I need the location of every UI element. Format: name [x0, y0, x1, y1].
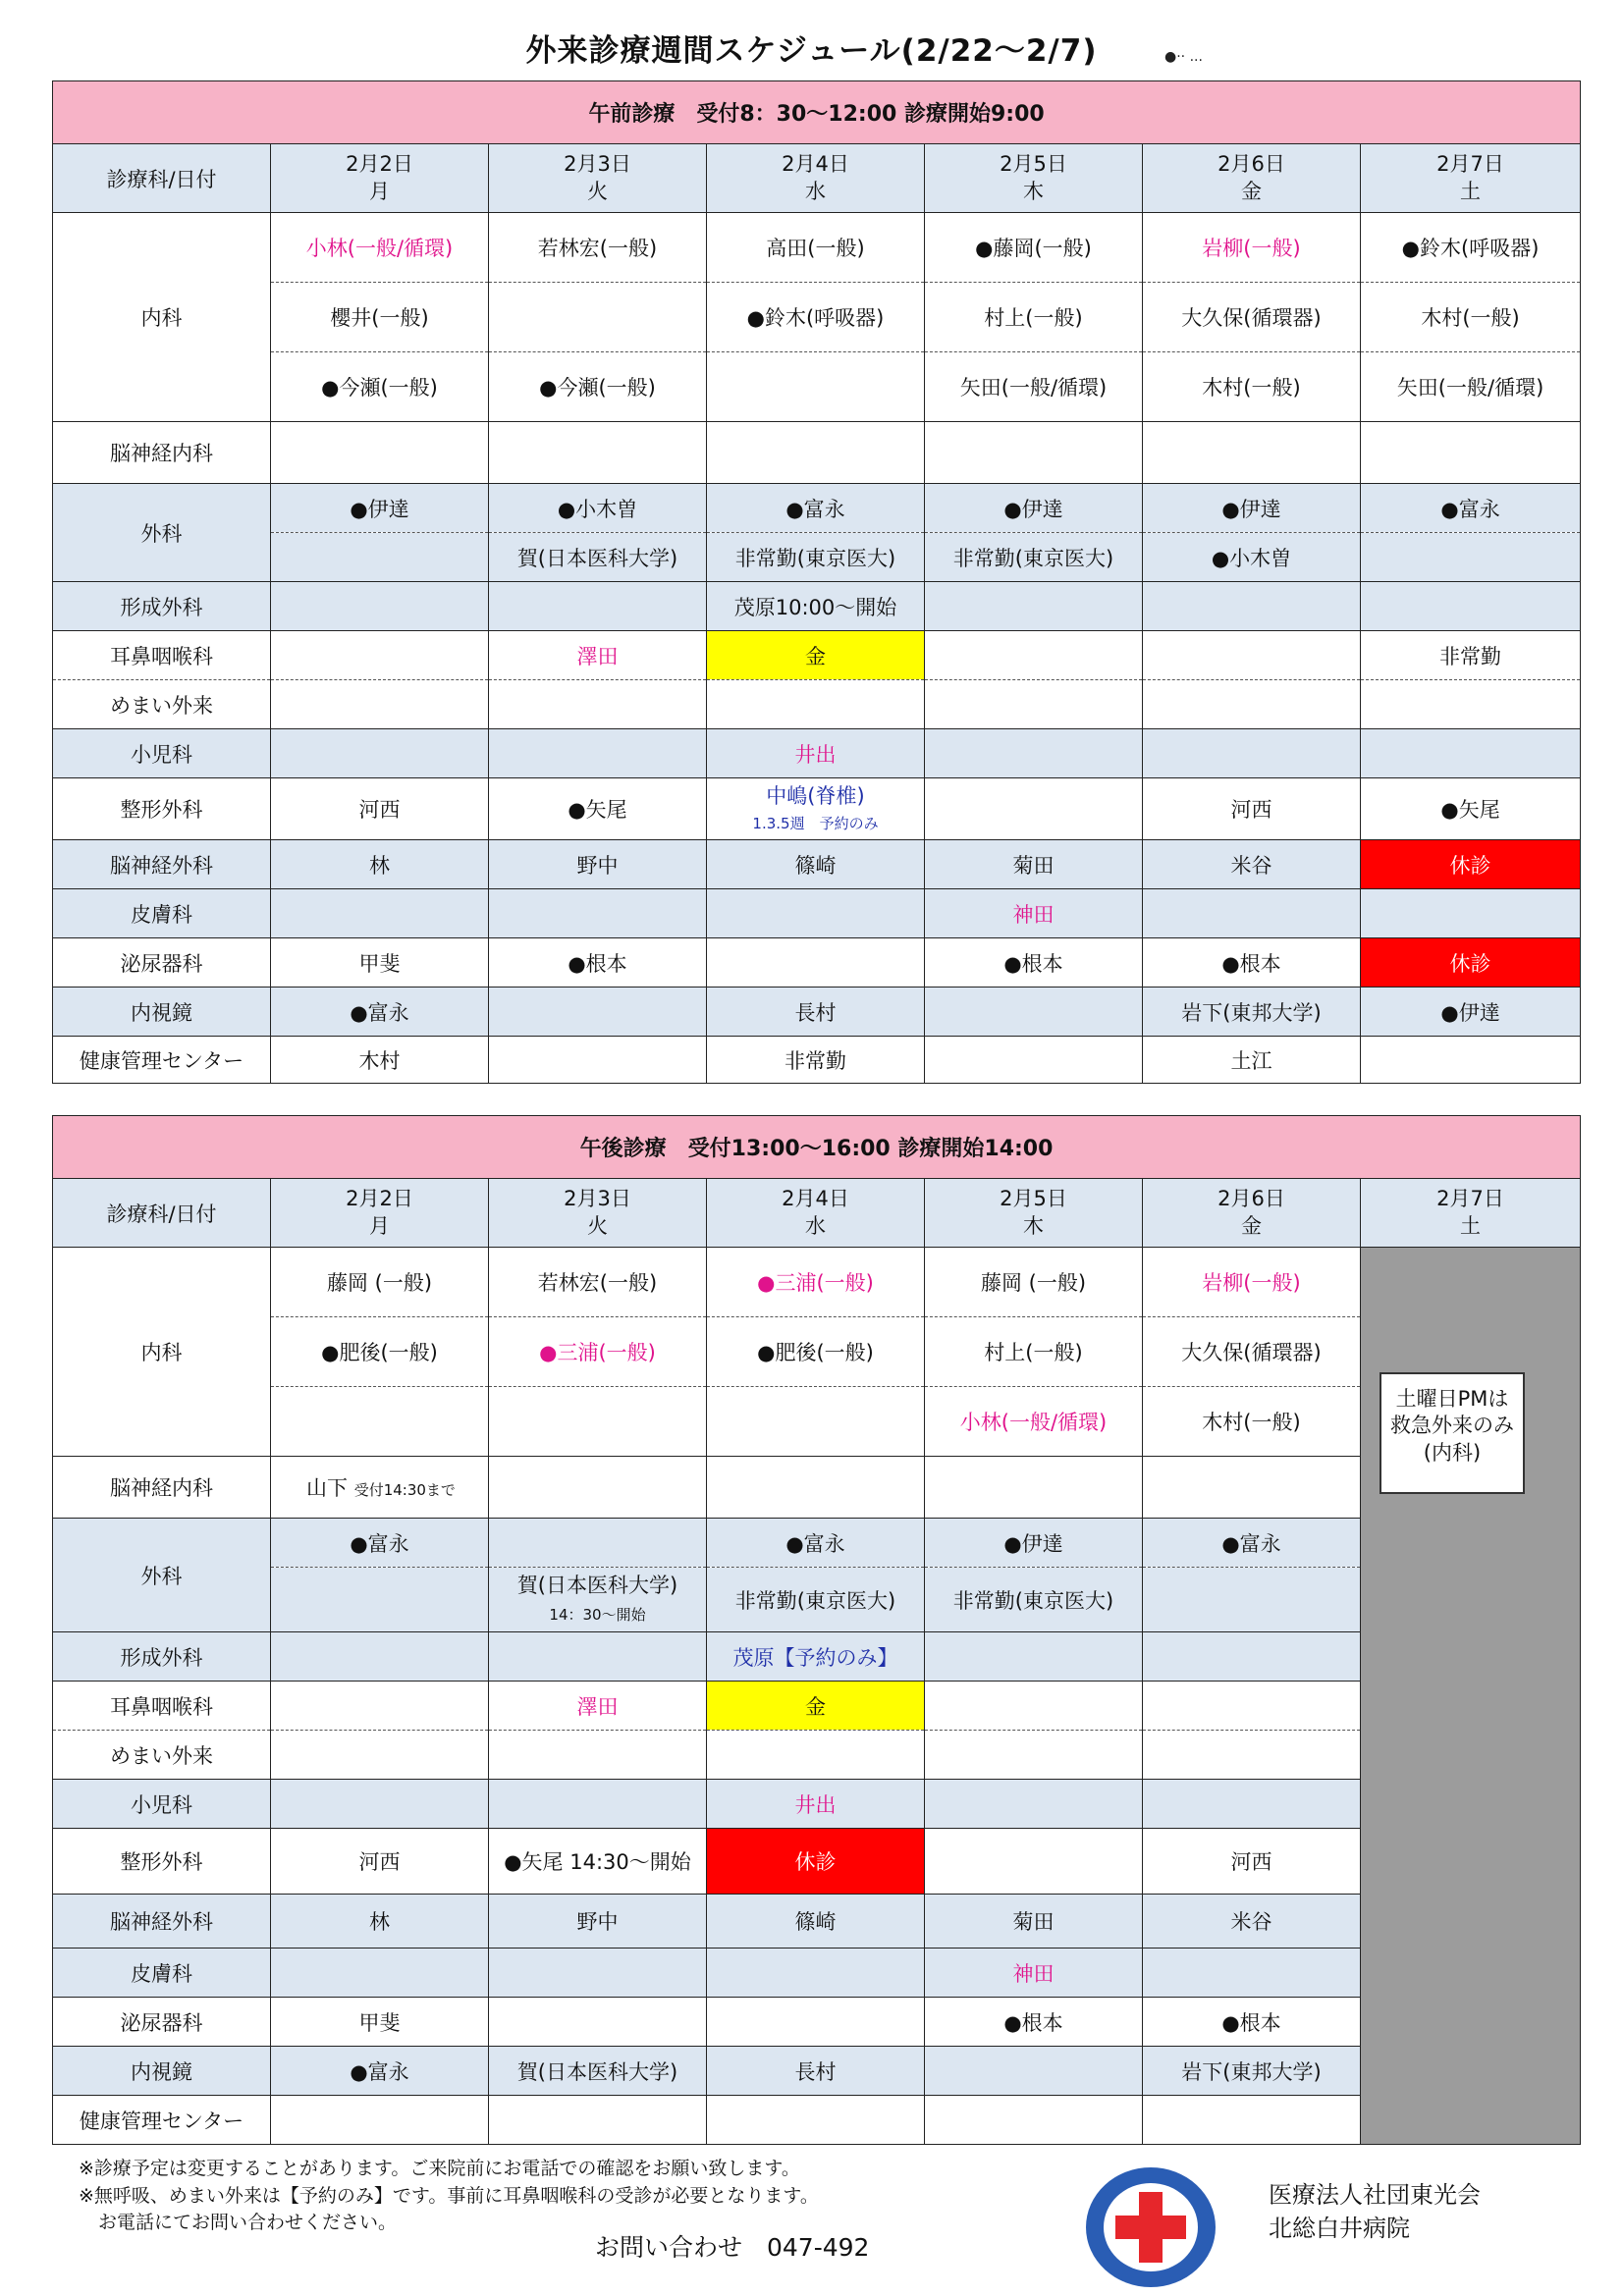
schedule-cell: 若林宏(一般): [489, 1248, 707, 1317]
dept-label: 形成外科: [53, 1632, 271, 1682]
dept-label: 内視鏡: [53, 988, 271, 1037]
schedule-cell: [1361, 533, 1581, 582]
schedule-cell: [1143, 582, 1361, 631]
schedule-cell: [1143, 1457, 1361, 1519]
schedule-cell: ●伊達: [925, 484, 1143, 533]
schedule-cell: [271, 889, 489, 938]
schedule-cell: 林: [271, 1895, 489, 1949]
schedule-cell: ●小木曽: [489, 484, 707, 533]
red-cross-logo-icon: [1083, 2164, 1218, 2290]
schedule-cell: [925, 1037, 1143, 1084]
schedule-cell: [925, 582, 1143, 631]
schedule-cell: [707, 1731, 925, 1780]
schedule-cell: [489, 283, 707, 352]
schedule-cell: [925, 1731, 1143, 1780]
schedule-cell: ●伊達: [1143, 484, 1361, 533]
schedule-cell: 高田(一般): [707, 213, 925, 283]
am-day-header: 2月7日 土: [1361, 144, 1581, 213]
schedule-cell: 大久保(循環器): [1143, 283, 1361, 352]
schedule-cell: 木村: [271, 1037, 489, 1084]
dept-label: 皮膚科: [53, 889, 271, 938]
closed-cell: 休診: [707, 1829, 925, 1895]
schedule-cell-main: 賀(日本医科大学): [516, 1574, 678, 1598]
dept-label: 脳神経内科: [53, 1457, 271, 1519]
dept-label: 小児科: [53, 729, 271, 778]
schedule-cell: ●三浦(一般): [489, 1317, 707, 1387]
schedule-cell-note: 14：30～開始: [549, 1605, 646, 1624]
schedule-cell: [925, 2096, 1143, 2145]
schedule-cell: 矢田(一般/循環): [925, 352, 1143, 422]
schedule-cell: ●今瀬(一般): [271, 352, 489, 422]
pm-section-header: 午後診療 受付13:00～16:00 診療開始14:00: [53, 1116, 1581, 1179]
schedule-cell: [707, 422, 925, 484]
schedule-cell: [271, 1387, 489, 1457]
schedule-cell: [707, 680, 925, 729]
dept-label: 内視鏡: [53, 2047, 271, 2096]
am-day-header: 2月2日 月: [271, 144, 489, 213]
schedule-cell: ●矢尾 14:30～開始: [489, 1829, 707, 1895]
schedule-cell: 岩柳(一般): [1143, 1248, 1361, 1317]
schedule-cell: [489, 1949, 707, 1998]
schedule-cell: [925, 680, 1143, 729]
dept-label: 脳神経外科: [53, 840, 271, 889]
pm-schedule-table: [52, 1115, 1581, 2145]
title-dots: ●·· ...: [1164, 49, 1203, 65]
schedule-cell: [707, 938, 925, 988]
schedule-cell: ●富永: [1143, 1519, 1361, 1568]
schedule-cell: 若林宏(一般): [489, 213, 707, 283]
schedule-cell: [271, 631, 489, 680]
schedule-cell: 岩下(東邦大学): [1143, 2047, 1361, 2096]
schedule-cell: [1361, 422, 1581, 484]
am-day-header: 2月4日 水: [707, 144, 925, 213]
closed-cell: 休診: [1361, 840, 1581, 889]
schedule-cell: [489, 422, 707, 484]
schedule-cell: [925, 1632, 1143, 1682]
footnote: ※診療予定は変更することがあります。ご来院前にお電話での確認をお願い致します。: [79, 2158, 800, 2179]
schedule-cell: [1143, 2096, 1361, 2145]
pm-day-header: 2月3日 火: [489, 1179, 707, 1248]
schedule-cell: [1143, 1682, 1361, 1731]
schedule-cell: 河西: [271, 778, 489, 840]
footnote: ※無呼吸、めまい外来は【予約のみ】です。事前に耳鼻咽喉科の受診が必要となります。: [79, 2184, 819, 2207]
schedule-cell: ●富永: [271, 1519, 489, 1568]
schedule-cell: [271, 1731, 489, 1780]
schedule-cell: ●今瀬(一般): [489, 352, 707, 422]
schedule-cell: [1361, 889, 1581, 938]
schedule-cell: [271, 1682, 489, 1731]
dept-label: 脳神経外科: [53, 1895, 271, 1949]
schedule-cell: 茂原【予約のみ】: [707, 1632, 925, 1682]
schedule-cell: [925, 1829, 1143, 1895]
schedule-cell: [1361, 729, 1581, 778]
schedule-cell: 長村: [707, 988, 925, 1037]
schedule-cell: ●根本: [1143, 1998, 1361, 2047]
schedule-cell: 岩下(東邦大学): [1143, 988, 1361, 1037]
schedule-cell: [271, 729, 489, 778]
schedule-cell: [489, 988, 707, 1037]
am-section-header: 午前診療 受付8：30～12:00 診療開始9:00: [53, 81, 1581, 144]
schedule-cell: [271, 582, 489, 631]
schedule-cell: [925, 2047, 1143, 2096]
schedule-cell: [271, 1632, 489, 1682]
schedule-cell: 長村: [707, 2047, 925, 2096]
dept-label: 泌尿器科: [53, 1998, 271, 2047]
schedule-cell: [925, 631, 1143, 680]
schedule-cell: [707, 1387, 925, 1457]
schedule-cell: 矢田(一般/循環): [1361, 352, 1581, 422]
schedule-cell: 金: [707, 631, 925, 680]
schedule-cell: [707, 889, 925, 938]
schedule-cell: [707, 1457, 925, 1519]
schedule-cell: [1143, 680, 1361, 729]
schedule-cell: 非常勤: [707, 1037, 925, 1084]
schedule-cell: [489, 680, 707, 729]
schedule-cell: [489, 1731, 707, 1780]
schedule-cell: ●伊達: [271, 484, 489, 533]
am-day-header: 2月5日 木: [925, 144, 1143, 213]
schedule-cell: 澤田: [489, 1682, 707, 1731]
schedule-cell: 澤田: [489, 631, 707, 680]
schedule-cell: 米谷: [1143, 1895, 1361, 1949]
schedule-cell: ●藤岡(一般): [925, 213, 1143, 283]
dept-label: 整形外科: [53, 1829, 271, 1895]
schedule-cell: [489, 1457, 707, 1519]
schedule-cell: ●根本: [1143, 938, 1361, 988]
schedule-cell: [707, 1949, 925, 1998]
schedule-cell: [489, 1780, 707, 1829]
schedule-cell: 野中: [489, 1895, 707, 1949]
dept-label: 健康管理センター: [53, 2096, 271, 2145]
schedule-cell: 林: [271, 840, 489, 889]
schedule-cell: [925, 1457, 1143, 1519]
schedule-cell: [925, 1682, 1143, 1731]
schedule-cell: [1361, 680, 1581, 729]
schedule-cell: [1143, 1568, 1361, 1632]
saturday-pm-notice: 土曜日PMは 救急外来のみ (内科): [1380, 1372, 1525, 1494]
schedule-cell: [1143, 631, 1361, 680]
schedule-cell: 野中: [489, 840, 707, 889]
contact-line: お問い合わせ 047-492: [595, 2233, 870, 2262]
schedule-cell: ●富永: [707, 1519, 925, 1568]
schedule-cell: 神田: [925, 1949, 1143, 1998]
schedule-cell: 金: [707, 1682, 925, 1731]
schedule-cell: 櫻井(一般): [271, 283, 489, 352]
schedule-cell: [1143, 1731, 1361, 1780]
organization-name: 医療法人社団東光会 北総白井病院: [1269, 2181, 1481, 2242]
schedule-cell: [271, 422, 489, 484]
dept-label: 健康管理センター: [53, 1037, 271, 1084]
am-schedule-table: [52, 80, 1581, 1084]
schedule-cell: [271, 1457, 489, 1519]
schedule-cell: ●根本: [925, 938, 1143, 988]
schedule-cell: ●肥後(一般): [271, 1317, 489, 1387]
schedule-cell: 河西: [271, 1829, 489, 1895]
dept-label: 内科: [53, 213, 271, 422]
schedule-cell: 小林(一般/循環): [271, 213, 489, 283]
schedule-cell: ●肥後(一般): [707, 1317, 925, 1387]
pm-day-header: 2月2日 月: [271, 1179, 489, 1248]
dept-label: 内科: [53, 1248, 271, 1457]
schedule-cell: 菊田: [925, 1895, 1143, 1949]
schedule-cell: [925, 729, 1143, 778]
schedule-cell: [271, 1949, 489, 1998]
schedule-cell: [489, 1998, 707, 2047]
schedule-cell: [1143, 729, 1361, 778]
schedule-cell: ●伊達: [925, 1519, 1143, 1568]
schedule-cell: [707, 352, 925, 422]
schedule-cell: [489, 1037, 707, 1084]
schedule-cell: 藤岡 (一般): [925, 1248, 1143, 1317]
schedule-cell: [271, 1780, 489, 1829]
dept-label: 泌尿器科: [53, 938, 271, 988]
schedule-cell: ●伊達: [1361, 988, 1581, 1037]
schedule-cell: 井出: [707, 729, 925, 778]
schedule-cell: ●矢尾: [489, 778, 707, 840]
page-title: 外来診療週間スケジュール(2/22～2/7): [525, 33, 1098, 69]
schedule-cell: [489, 1568, 707, 1632]
dept-label: めまい外来: [53, 680, 271, 729]
schedule-cell: ●鈴木(呼吸器): [1361, 213, 1581, 283]
schedule-cell: 篠崎: [707, 1895, 925, 1949]
schedule-cell: [1143, 889, 1361, 938]
schedule-cell: ●鈴木(呼吸器): [707, 283, 925, 352]
dept-label: 外科: [53, 1519, 271, 1632]
am-day-header: 2月3日 火: [489, 144, 707, 213]
footnotes: [79, 2156, 819, 2237]
schedule-cell-note: 受付14:30まで: [353, 1481, 456, 1499]
schedule-cell: [1361, 582, 1581, 631]
schedule-cell: ●富永: [707, 484, 925, 533]
schedule-cell: 木村(一般): [1143, 352, 1361, 422]
pm-day-header: 2月4日 水: [707, 1179, 925, 1248]
schedule-cell: 米谷: [1143, 840, 1361, 889]
schedule-cell: [489, 1632, 707, 1682]
dept-label: めまい外来: [53, 1731, 271, 1780]
dept-label: 耳鼻咽喉科: [53, 1682, 271, 1731]
schedule-cell: [1143, 1632, 1361, 1682]
schedule-cell: 賀(日本医科大学): [489, 533, 707, 582]
schedule-cell: 村上(一般): [925, 1317, 1143, 1387]
schedule-cell: [1143, 422, 1361, 484]
schedule-cell: 木村(一般): [1361, 283, 1581, 352]
schedule-cell: 小林(一般/循環): [925, 1387, 1143, 1457]
schedule-cell: 河西: [1143, 1829, 1361, 1895]
schedule-cell: [707, 778, 925, 840]
hospital-logo: [1083, 2164, 1218, 2294]
schedule-cell: 菊田: [925, 840, 1143, 889]
schedule-cell: 土江: [1143, 1037, 1361, 1084]
dept-label: 小児科: [53, 1780, 271, 1829]
schedule-cell: [925, 778, 1143, 840]
dept-label: 外科: [53, 484, 271, 582]
schedule-cell: 河西: [1143, 778, 1361, 840]
schedule-cell: ●三浦(一般): [707, 1248, 925, 1317]
schedule-cell: [1143, 1780, 1361, 1829]
footnote: お電話にてお問い合わせください。: [98, 2212, 398, 2234]
schedule-cell: [489, 729, 707, 778]
schedule-cell: ●根本: [489, 938, 707, 988]
schedule-cell: [1361, 1037, 1581, 1084]
schedule-cell: 藤岡 (一般): [271, 1248, 489, 1317]
pm-day-header: 2月6日 金: [1143, 1179, 1361, 1248]
schedule-cell: 非常勤(東京医大): [925, 1568, 1143, 1632]
pm-day-header: 2月7日 土: [1361, 1179, 1581, 1248]
schedule-cell: ●小木曽: [1143, 533, 1361, 582]
am-corner-label: 診療科/日付: [53, 144, 271, 213]
schedule-cell: 非常勤: [1361, 631, 1581, 680]
schedule-cell: [489, 2096, 707, 2145]
schedule-cell: [707, 1998, 925, 2047]
schedule-cell: 甲斐: [271, 938, 489, 988]
schedule-cell-main: 山下: [306, 1476, 348, 1500]
dept-label: 皮膚科: [53, 1949, 271, 1998]
dept-label: 形成外科: [53, 582, 271, 631]
schedule-cell: 村上(一般): [925, 283, 1143, 352]
schedule-cell: [489, 1519, 707, 1568]
schedule-cell: [707, 2096, 925, 2145]
schedule-cell-main: 中嶋(脊椎): [766, 783, 865, 808]
schedule-cell: [1143, 1949, 1361, 1998]
schedule-cell: [489, 889, 707, 938]
dept-label: 耳鼻咽喉科: [53, 631, 271, 680]
dept-label: 脳神経内科: [53, 422, 271, 484]
schedule-cell: ●富永: [1361, 484, 1581, 533]
am-day-header: 2月6日 金: [1143, 144, 1361, 213]
schedule-cell: 非常勤(東京医大): [707, 1568, 925, 1632]
schedule-cell-note: 1.3.5週 予約のみ: [752, 815, 879, 832]
schedule-cell: 大久保(循環器): [1143, 1317, 1361, 1387]
schedule-cell: [925, 422, 1143, 484]
schedule-cell: 非常勤(東京医大): [707, 533, 925, 582]
schedule-cell: 井出: [707, 1780, 925, 1829]
dept-label: 整形外科: [53, 778, 271, 840]
schedule-cell: 岩柳(一般): [1143, 213, 1361, 283]
pm-corner-label: 診療科/日付: [53, 1179, 271, 1248]
schedule-cell: 賀(日本医科大学): [489, 2047, 707, 2096]
schedule-cell: 甲斐: [271, 1998, 489, 2047]
schedule-cell: 神田: [925, 889, 1143, 938]
schedule-cell: ●富永: [271, 988, 489, 1037]
schedule-cell: [925, 1780, 1143, 1829]
schedule-cell: [925, 988, 1143, 1037]
schedule-cell: ●根本: [925, 1998, 1143, 2047]
pm-day-header: 2月5日 木: [925, 1179, 1143, 1248]
schedule-cell: 非常勤(東京医大): [925, 533, 1143, 582]
schedule-cell: [271, 1568, 489, 1632]
schedule-cell: [271, 680, 489, 729]
schedule-cell: [271, 2096, 489, 2145]
schedule-cell: ●富永: [271, 2047, 489, 2096]
schedule-cell: 篠崎: [707, 840, 925, 889]
schedule-cell: [489, 582, 707, 631]
schedule-cell: ●矢尾: [1361, 778, 1581, 840]
schedule-cell: 木村(一般): [1143, 1387, 1361, 1457]
schedule-cell: 茂原10:00～開始: [707, 582, 925, 631]
schedule-cell: [489, 1387, 707, 1457]
closed-cell: 休診: [1361, 938, 1581, 988]
schedule-cell: [271, 533, 489, 582]
